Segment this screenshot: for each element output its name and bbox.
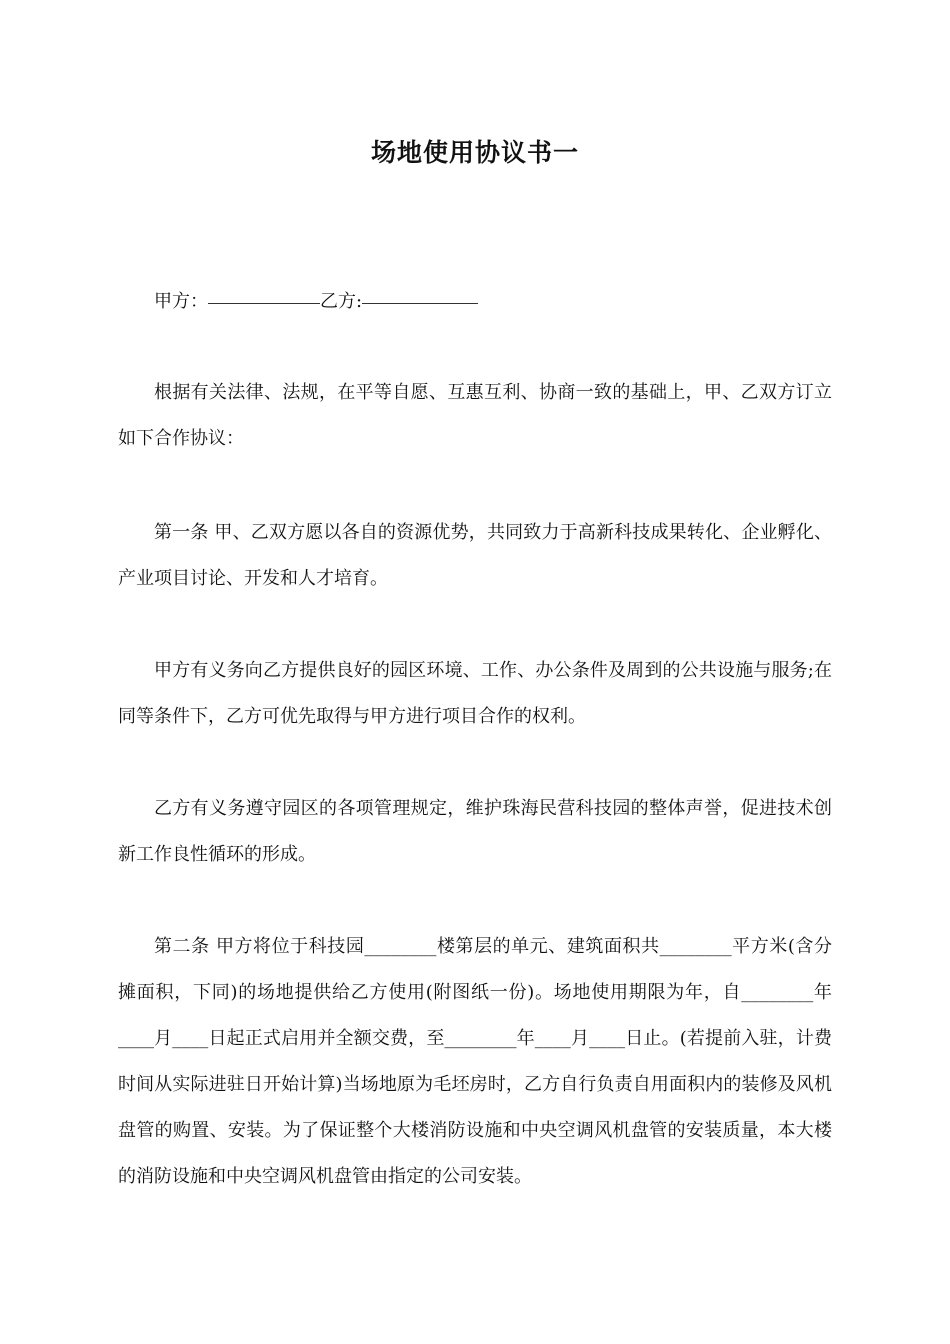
party-b-label: 乙方: bbox=[320, 291, 363, 312]
party-a-duty-paragraph: 甲方有义务向乙方提供良好的园区环境、工作、办公条件及周到的公共设施与服务;在同等条件下，乙方可优先取得与甲方进行项目合作的权利。 bbox=[118, 660, 832, 727]
article-1-paragraph: 第一条 甲、乙双方愿以各自的资源优势，共同致力于高新科技成果转化、企业孵化、产业项目讨论、开发和人才培育。 bbox=[118, 522, 832, 589]
parties-line bbox=[118, 287, 832, 317]
intro-paragraph: 根据有关法律、法规，在平等自愿、互惠互利、协商一致的基础上，甲、乙双方订立如下合作协议： bbox=[118, 382, 832, 449]
document-title: 场地使用协议书一 bbox=[370, 138, 579, 167]
party-b-duty-paragraph: 乙方有义务遵守园区的各项管理规定，维护珠海民营科技园的整体声誉，促进技术创新工作良性循环的形成。 bbox=[118, 798, 832, 865]
party-a-blank bbox=[208, 302, 320, 304]
article-2-paragraph: 第二条 甲方将位于科技园________楼第层的单元、建筑面积共________平方米(含分摊面积，下同)的场地提供给乙方使用(附图纸一份)。场地使用期限为年，自________年____月____日起正式启用并全额交费，至________年____月____日止。(若提前入驻，计费时间从实际进驻日开始计算)当场地原为毛坯房时，乙方自行负责自用面积内的装修及风机盘管的购置、安装。为了保证整个大楼消防设施和中央空调风机盘管的安装质量，本大楼的消防设施和中央空调风机盘管由指定的公司安装。 bbox=[118, 936, 832, 1187]
party-b-blank bbox=[362, 302, 478, 304]
party-a-label: 甲方： bbox=[154, 291, 208, 312]
